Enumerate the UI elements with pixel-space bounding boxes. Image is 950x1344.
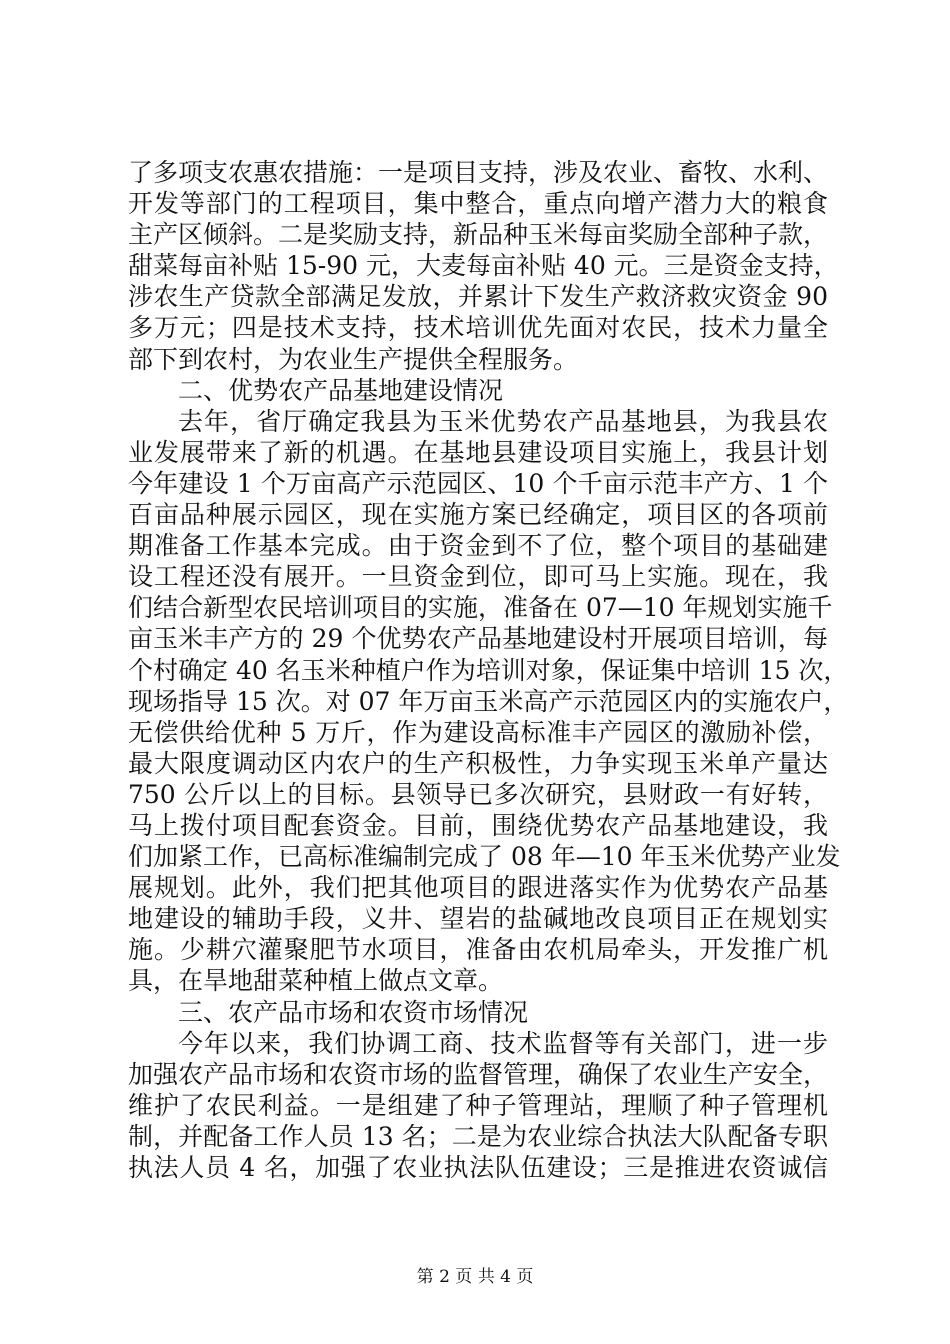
paragraph-line: 开发等部门的工程项目，集中整合，重点向增产潜力大的粮食 (128, 189, 828, 219)
paragraph-line: 制，并配备工作人员 13 名；二是为农业综合执法大队配备专职 (128, 1121, 828, 1151)
paragraph-line: 了多项支农惠农措施：一是项目支持，涉及农业、畜牧、水利、 (128, 158, 829, 187)
paragraph-line: 涉农生产贷款全部满足发放，并累计下发生产救济救灾资金 90 (128, 282, 828, 312)
paragraph-line: 马上拨付项目配套资金。目前，围绕优势农产品基地建设，我 (128, 810, 828, 840)
paragraph-line: 们加紧工作，已高标准编制完成了 08 年—10 年玉米优势产业发 (128, 842, 841, 872)
paragraph-line: 地建设的辅助手段，义井、望岩的盐碱地改良项目正在规划实 (128, 904, 828, 934)
document-body (128, 157, 849, 1183)
paragraph-line: 设工程还没有展开。一旦资金到位，即可马上实施。现在，我 (128, 562, 828, 592)
paragraph-line: 个村确定 40 名玉米种植户作为培训对象，保证集中培训 15 次， (128, 655, 849, 685)
paragraph-line: 最大限度调动区内农户的生产积极性，力争实现玉米单产量达 (128, 748, 828, 778)
paragraph-line: 现场指导 15 次。对 07 年万亩玉米高产示范园区内的实施农户， (128, 686, 849, 716)
paragraph-line: 们结合新型农民培训项目的实施，准备在 07—10 年规划实施千 (128, 593, 833, 623)
paragraph-line: 维护了农民利益。一是组建了种子管理站，理顺了种子管理机 (128, 1090, 828, 1120)
paragraph-line: 主产区倾斜。二是奖励支持，新品种玉米每亩奖励全部种子款， (128, 220, 829, 250)
paragraph-line: 施。少耕穴灌聚肥节水项目，准备由农机局牵头，开发推广机 (128, 935, 828, 965)
section-heading: 二、优势农产品基地建设情况 (178, 375, 504, 405)
paragraph-line: 业发展带来了新的机遇。在基地县建设项目实施上，我县计划 (128, 437, 828, 467)
paragraph-line: 今年以来，我们协调工商、技术监督等有关部门，进一步 (178, 1028, 828, 1058)
paragraph-line: 甜菜每亩补贴 15-90 元，大麦每亩补贴 40 元。三是资金支持， (128, 251, 839, 281)
paragraph-line: 多万元；四是技术支持，技术培训优先面对农民，技术力量全 (128, 313, 828, 343)
paragraph-line: 具，在旱地甜菜种植上做点文章。 (128, 966, 504, 996)
paragraph-line: 亩玉米丰产方的 29 个优势农产品基地建设村开展项目培训，每 (128, 624, 828, 654)
paragraph-line: 加强农产品市场和农资市场的监督管理，确保了农业生产安全， (128, 1059, 829, 1089)
paragraph-line: 无偿供给优种 5 万斤，作为建设高标准丰产园区的激励补偿， (128, 717, 828, 747)
paragraph-line: 部下到农村，为农业生产提供全程服务。 (128, 344, 579, 374)
paragraph-line: 期准备工作基本完成。由于资金到不了位，整个项目的基础建 (128, 531, 828, 561)
paragraph-line: 今年建设 1 个万亩高产示范园区、10 个千亩示范丰产方、1 个 (128, 468, 828, 498)
paragraph-line: 展规划。此外，我们把其他项目的跟进落实作为优势农产品基 (128, 873, 828, 903)
paragraph-line: 750 公斤以上的目标。县领导已多次研究，县财政一有好转， (128, 779, 828, 809)
paragraph-line: 百亩品种展示园区，现在实施方案已经确定，项目区的各项前 (128, 500, 828, 530)
paragraph-line: 去年，省厅确定我县为玉米优势农产品基地县，为我县农 (178, 406, 828, 436)
page-footer: 第 2 页 共 4 页 (416, 1267, 534, 1287)
section-heading: 三、农产品市场和农资市场情况 (178, 997, 529, 1027)
paragraph-line: 执法人员 4 名，加强了农业执法队伍建设；三是推进农资诚信 (128, 1153, 828, 1182)
